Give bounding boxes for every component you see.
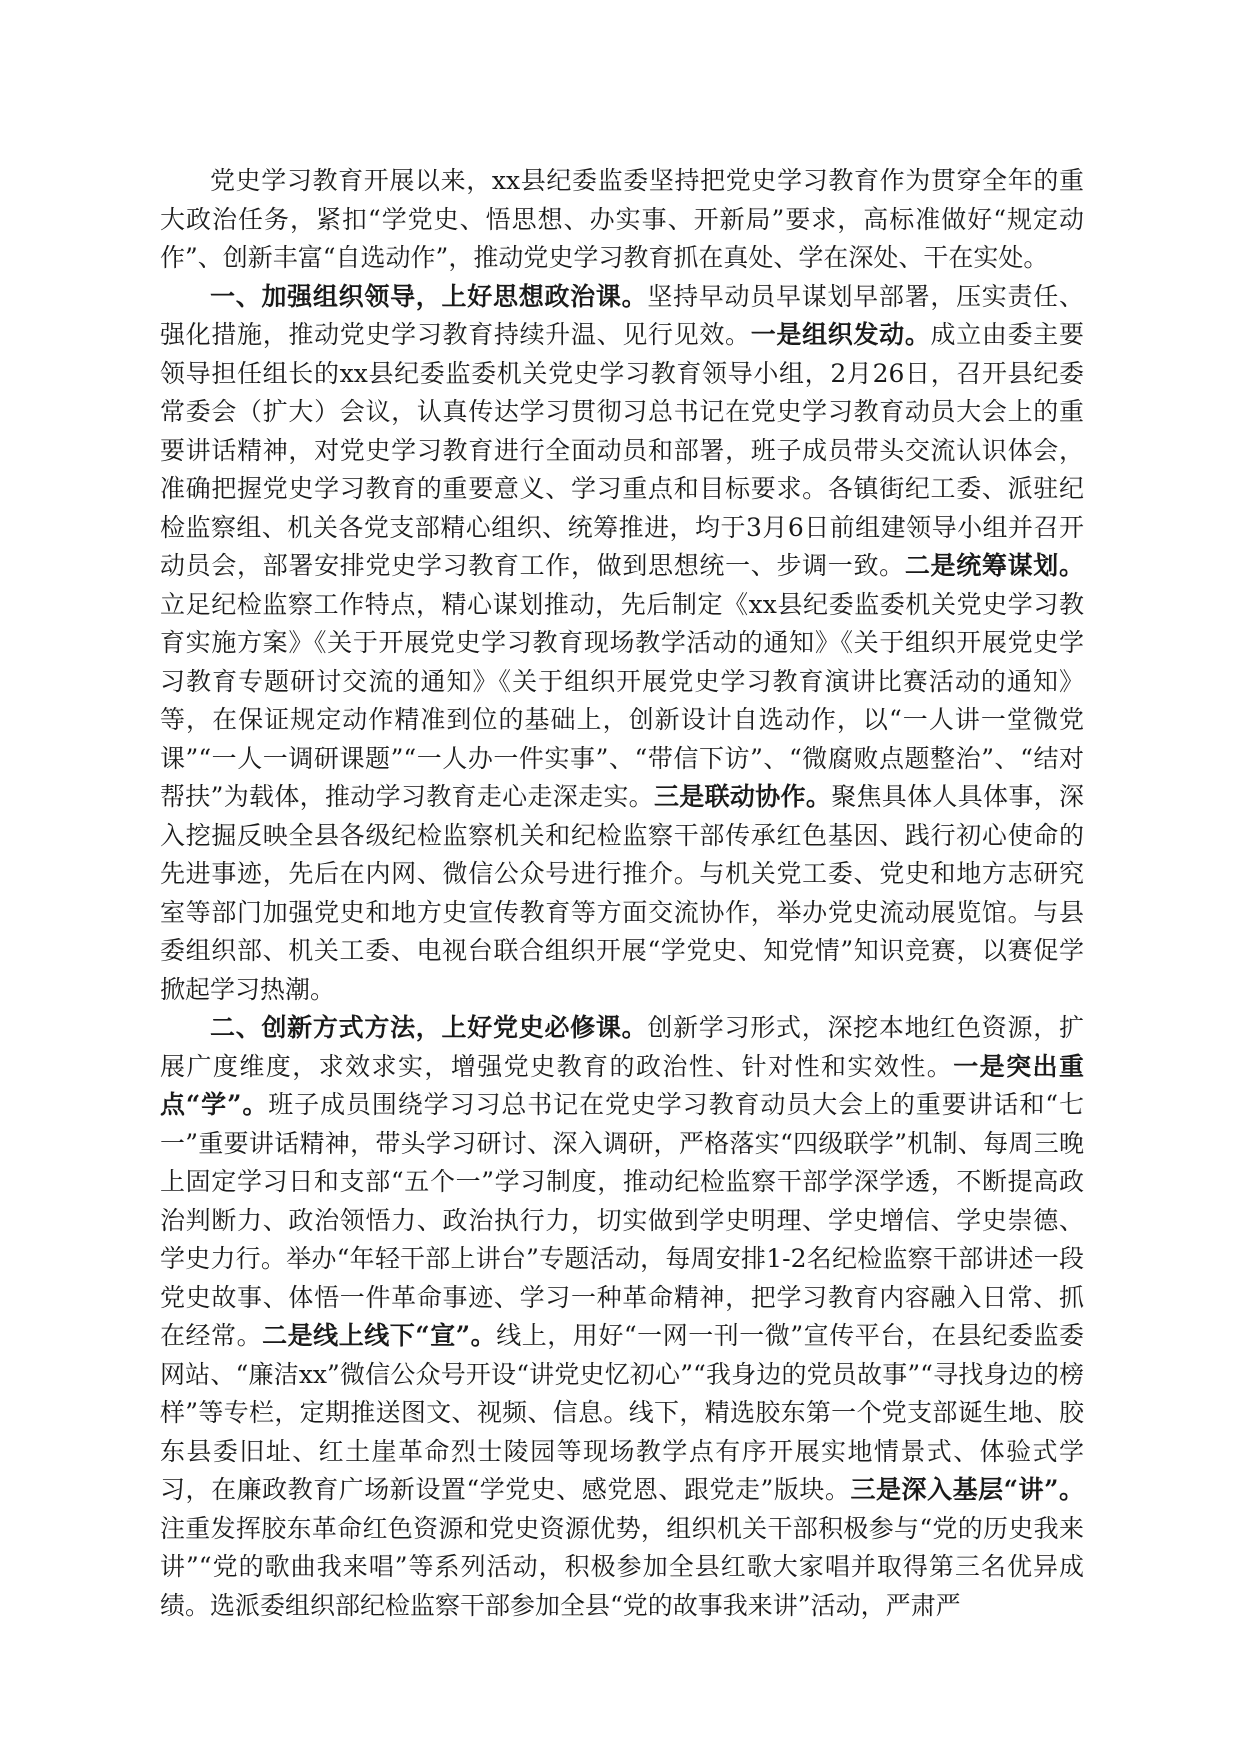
paragraph-section-2 <box>160 1009 1084 1625</box>
paragraph-intro <box>160 162 1084 278</box>
document-body <box>160 162 1084 1625</box>
section-2-text: 创新学习形式，深挖本地红色资源，扩展广度维度，求效求实，增强党史教育的政治性、针对性和实效性。 <box>160 1013 1084 1081</box>
section-2-point-3-heading: 三是深入基层“讲”。 <box>850 1475 1084 1504</box>
section-1-point-2-text: 立足纪检监察工作特点，精心谋划推动，先后制定《xx县纪委监委机关党史学习教育实施方案》《关于开展党史学习教育现场教学活动的通知》《关于组织开展党史学习教育专题研讨交流的通知》《关于组织开展党史学习教育演讲比赛活动的通知》等，在保证规定动作精准到位的基础上，创新设计自选动作，以“一人讲一堂微党课”“一人一调研课题”“一人办一件实事”、“带信下访”、“微腐败点题整治”、“结对帮扶”为载体，推动学习教育走心走深走实。 <box>160 589 1084 811</box>
intro-text: 党史学习教育开展以来，xx县纪委监委坚持把党史学习教育作为贯穿全年的重大政治任务，紧扣“学党史、悟思想、办实事、开新局”要求，高标准做好“规定动作”、创新丰富“自选动作”，推动党史学习教育抓在真处、学在深处、干在实处。 <box>160 166 1084 272</box>
section-1-point-1-text: 成立由委主要领导担任组长的xx县纪委监委机关党史学习教育领导小组，2月26日，召开县纪委常委会（扩大）会议，认真传达学习贯彻习总书记在党史学习教育动员大会上的重要讲话精神，对党史学习教育进行全面动员和部署，班子成员带头交流认识体会，准确把握党史学习教育的重要意义、学习重点和目标要求。各镇街纪工委、派驻纪检监察组、机关各党支部精心组织、统筹推进，均于3月6日前组建领导小组并召开动员会，部署安排党史学习教育工作，做到思想统一、步调一致。 <box>160 320 1084 580</box>
section-2-heading: 二、创新方式方法，上好党史必修课。 <box>210 1013 648 1042</box>
section-2-point-3-text: 注重发挥胶东革命红色资源和党史资源优势，组织机关干部积极参与“党的历史我来讲”“党的歌曲我来唱”等系列活动，积极参加全县红歌大家唱并取得第三名优异成绩。选派委组织部纪检监察干部参加全县“党的故事我来讲”活动，严肃严 <box>160 1513 1084 1620</box>
section-2-point-2-text: 线上，用好“一网一刊一微”宣传平台，在县纪委监委网站、“廉洁xx”微信公众号开设“讲党史忆初心”“我身边的党员故事”“寻找身边的榜样”等专栏，定期推送图文、视频、信息。线下，精选胶东第一个党支部诞生地、胶东县委旧址、红土崖革命烈士陵园等现场教学点有序开展实地情景式、体验式学习，在廉政教育广场新设置“学党史、感党恩、跟党走”版块。 <box>160 1321 1084 1504</box>
section-1-point-3-text: 聚焦具体人具体事，深入挖掘反映全县各级纪检监察机关和纪检监察干部传承红色基因、践行初心使命的先进事迹，先后在内网、微信公众号进行推介。与机关党工委、党史和地方志研究室等部门加强党史和地方史宣传教育等方面交流协作，举办党史流动展览馆。与县委组织部、机关工委、电视台联合组织开展“学党史、知党情”知识竞赛，以赛促学掀起学习热潮。 <box>160 782 1084 1004</box>
section-1-point-3-heading: 三是联动协作。 <box>654 782 832 811</box>
section-2-point-2-heading: 二是线上线下“宣”。 <box>262 1321 497 1350</box>
section-1-point-1-heading: 一是组织发动。 <box>750 320 931 349</box>
section-1-text: 坚持早动员早谋划早部署，压实责任、强化措施，推动党史学习教育持续升温、见行见效。 <box>160 281 1084 349</box>
section-2-point-1-heading: 一是突出重点“学”。 <box>160 1051 1084 1119</box>
section-1-point-2-heading: 二是统筹谋划。 <box>904 551 1084 580</box>
section-2-point-1-text: 班子成员围绕学习习总书记在党史学习教育动员大会上的重要讲话和“七一”重要讲话精神，带头学习研讨、深入调研，严格落实“四级联学”机制、每周三晚上固定学习日和支部“五个一”学习制度，推动纪检监察干部学深学透，不断提高政治判断力、政治领悟力、政治执行力，切实做到学史明理、学史增信、学史崇德、学史力行。举办“年轻干部上讲台”专题活动，每周安排1-2名纪检监察干部讲述一段党史故事、体悟一件革命事迹、学习一种革命精神，把学习教育内容融入日常、抓在经常。 <box>160 1090 1084 1350</box>
paragraph-section-1 <box>160 278 1084 1010</box>
section-1-heading: 一、加强组织领导，上好思想政治课。 <box>210 281 648 311</box>
